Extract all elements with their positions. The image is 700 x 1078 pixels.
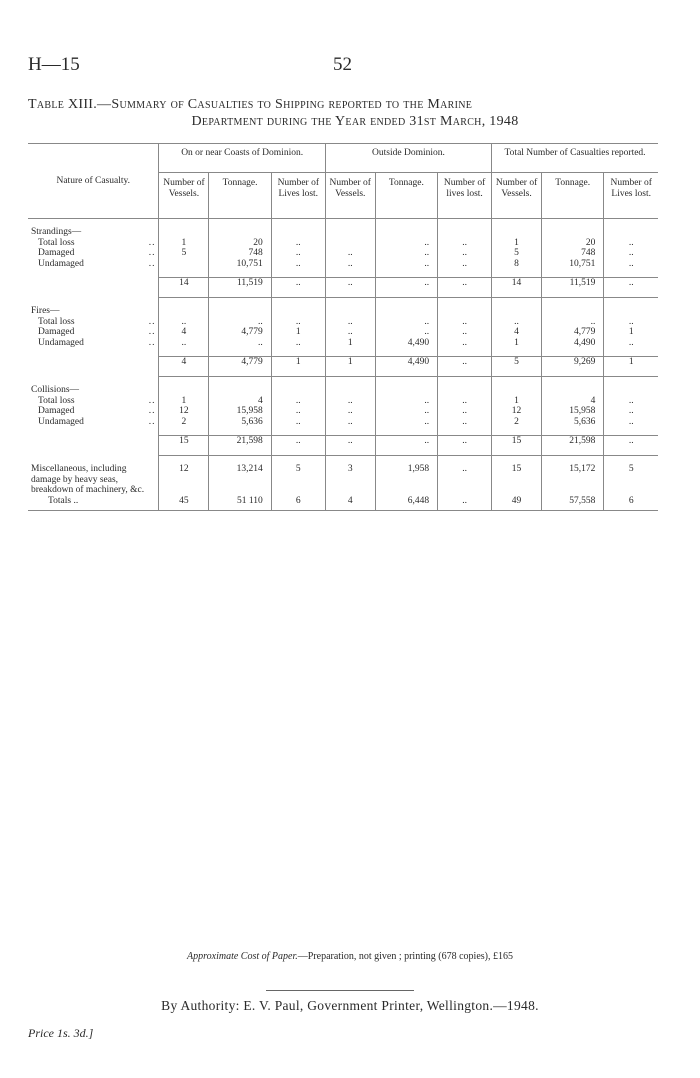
table-cell: 1 [492, 396, 542, 407]
table-cell: 4 [159, 327, 209, 338]
table-cell: 3 [325, 464, 375, 496]
table-row [28, 238, 658, 249]
row-label-text: Damaged [38, 248, 75, 258]
table-cell: .. [492, 317, 542, 328]
totals-label: Totals .. [48, 495, 79, 506]
table-cell: 5 [604, 464, 658, 496]
table-cell: .. [375, 248, 437, 259]
col-header: Number of Lives lost. [604, 173, 658, 219]
row-label-text: Total loss [38, 395, 75, 406]
table-cell: .. [271, 317, 325, 328]
leader-dots: .. [148, 316, 156, 327]
table-cell: .. [375, 417, 437, 428]
table-cell: 1 [604, 327, 658, 338]
table-cell: 4 [159, 357, 209, 377]
table-cell: .. [209, 317, 271, 328]
casualties-table [28, 143, 658, 511]
table-cell: 5 [492, 357, 542, 377]
table-cell: .. [438, 396, 492, 407]
table-cell: .. [325, 406, 375, 417]
table-cell: .. [159, 338, 209, 349]
leader-dots: .. [148, 337, 156, 348]
row-label-text: Undamaged [38, 337, 84, 348]
cost-label: Approximate Cost of Paper. [187, 951, 298, 962]
table-cell: 4 [492, 327, 542, 338]
table-cell: .. [438, 248, 492, 259]
table-row [28, 259, 658, 270]
table-cell: 49 [492, 496, 542, 511]
table-cell: 4 [325, 496, 375, 511]
table-cell: 5 [159, 248, 209, 259]
table-cell: .. [271, 248, 325, 259]
table-title [28, 96, 682, 130]
page-number: 52 [333, 54, 352, 75]
table-cell: .. [271, 406, 325, 417]
table-cell: .. [604, 436, 658, 456]
table-cell: 15 [492, 436, 542, 456]
row-label [28, 417, 159, 428]
row-label-text: Total loss [38, 316, 75, 327]
table-cell: 11,519 [542, 278, 604, 298]
table-cell: .. [604, 406, 658, 417]
table-cell: .. [604, 248, 658, 259]
table-cell: .. [325, 417, 375, 428]
table-cell: .. [438, 436, 492, 456]
table-cell: .. [375, 259, 437, 270]
col-header: Number of Vessels. [492, 173, 542, 219]
table-row [28, 327, 658, 338]
table-cell: .. [375, 406, 437, 417]
table-cell: 4 [209, 396, 271, 407]
table-cell: 5 [492, 248, 542, 259]
subtotal-row [28, 436, 658, 456]
table-cell: .. [271, 278, 325, 298]
nature-of-casualty-header: Nature of Casualty. [28, 144, 159, 219]
table-cell: 1 [325, 338, 375, 349]
table-cell: .. [604, 417, 658, 428]
table-cell: .. [438, 259, 492, 270]
leader-dots: .. [148, 395, 156, 406]
col-header: Tonnage. [209, 173, 271, 219]
col-header: Tonnage. [375, 173, 437, 219]
table-cell: .. [542, 317, 604, 328]
table-cell: 748 [209, 248, 271, 259]
section-title: Fires— [31, 306, 60, 316]
table-cell: 1,958 [375, 464, 437, 496]
table-cell: 2 [492, 417, 542, 428]
table-cell: 11,519 [209, 278, 271, 298]
table-cell [159, 259, 209, 270]
group-header-total: Total Number of Casualties reported. [492, 144, 658, 173]
table-row [28, 406, 658, 417]
table-cell: 9,269 [542, 357, 604, 377]
leader-dots: .. [148, 416, 156, 427]
table-cell: 1 [492, 338, 542, 349]
table-cell: 4,779 [209, 357, 271, 377]
table-cell: 1 [271, 327, 325, 338]
group-header-coasts: On or near Coasts of Dominion. [159, 144, 325, 173]
table-cell: .. [375, 317, 437, 328]
table-cell: .. [271, 338, 325, 349]
row-label-text: Miscellaneous, including damage by heavy seas, breakdown of machinery, &c. [31, 464, 145, 495]
table-cell: 21,598 [542, 436, 604, 456]
table-cell: .. [604, 396, 658, 407]
table-cell: .. [271, 259, 325, 270]
table-cell: 15,172 [542, 464, 604, 496]
row-label [28, 248, 159, 259]
section-title: Strandings— [31, 227, 82, 237]
table-cell: .. [325, 278, 375, 298]
row-label-text: Undamaged [38, 416, 84, 427]
table-cell: .. [325, 327, 375, 338]
table-cell: 15 [159, 436, 209, 456]
table-cell: .. [604, 278, 658, 298]
table-cell: 6 [271, 496, 325, 511]
table-cell: .. [375, 327, 437, 338]
table-cell: 2 [159, 417, 209, 428]
table-cell: 21,598 [209, 436, 271, 456]
table-cell: 14 [159, 278, 209, 298]
table-row [28, 417, 658, 428]
table-cell: .. [325, 317, 375, 328]
leader-dots: .. [148, 237, 156, 248]
col-header: Tonnage. [542, 173, 604, 219]
table-cell: 4,779 [542, 327, 604, 338]
footer-rule [266, 990, 414, 991]
row-label [28, 259, 159, 270]
table-cell: .. [438, 357, 492, 377]
table-cell: 12 [159, 406, 209, 417]
table-cell: 4,490 [375, 338, 437, 349]
table-cell: .. [438, 238, 492, 249]
table-cell: .. [375, 278, 437, 298]
table-cell [325, 238, 375, 249]
misc-row [28, 464, 658, 496]
table-cell: 5,636 [542, 417, 604, 428]
table-cell: 4 [542, 396, 604, 407]
table-row [28, 396, 658, 407]
table-cell: 4,779 [209, 327, 271, 338]
table-cell: .. [438, 327, 492, 338]
header-code: H—15 [28, 54, 80, 75]
section-title: Collisions— [31, 385, 80, 395]
table-cell: .. [438, 417, 492, 428]
table-cell: 8 [492, 259, 542, 270]
table-cell: 6,448 [375, 496, 437, 511]
table-cell: 45 [159, 496, 209, 511]
table-cell: 1 [325, 357, 375, 377]
row-label [28, 406, 159, 417]
table-cell: .. [438, 464, 492, 496]
col-header: Number of lives lost. [438, 173, 492, 219]
table-cell: 1 [159, 238, 209, 249]
title-line-1: Table XIII.—Summary of Casualties to Shipping reported to the Marine [28, 97, 473, 112]
col-header: Number of Vessels. [325, 173, 375, 219]
table-cell: .. [438, 338, 492, 349]
subtotal-row [28, 357, 658, 377]
row-label-text: Undamaged [38, 258, 84, 269]
table-cell: .. [209, 338, 271, 349]
row-label [28, 396, 159, 407]
table-cell: 6 [604, 496, 658, 511]
row-label-text: Damaged [38, 406, 75, 416]
cost-text: —Preparation, not given ; printing (678 copies), £165 [297, 951, 513, 962]
leader-dots: .. [148, 327, 156, 337]
table-cell: 14 [492, 278, 542, 298]
table-cell: 5 [271, 464, 325, 496]
row-label [28, 238, 159, 249]
totals-row [28, 496, 658, 511]
table-cell: 10,751 [209, 259, 271, 270]
table-cell: .. [325, 396, 375, 407]
table-cell: 13,214 [209, 464, 271, 496]
blank-label [28, 278, 159, 298]
price-note: Price 1s. 3d.] [28, 1026, 94, 1040]
subtotal-row [28, 278, 658, 298]
table-cell: .. [604, 259, 658, 270]
table-cell: .. [375, 238, 437, 249]
table-cell: .. [604, 338, 658, 349]
group-header-outside: Outside Dominion. [325, 144, 491, 173]
table-cell: 1 [604, 357, 658, 377]
table-cell: .. [375, 396, 437, 407]
table-cell: 5,636 [209, 417, 271, 428]
row-label [28, 317, 159, 328]
col-header: Number of Lives lost. [271, 173, 325, 219]
table-cell: 10,751 [542, 259, 604, 270]
table-cell: 1 [159, 396, 209, 407]
blank-label [28, 357, 159, 377]
blank-label [28, 436, 159, 456]
table-cell: 12 [159, 464, 209, 496]
table-cell: 57,558 [542, 496, 604, 511]
title-line-2: Department during the Year ended 31st March, 1948 [191, 114, 519, 129]
row-label [28, 327, 159, 338]
cost-footnote [0, 951, 700, 962]
table-cell: .. [271, 436, 325, 456]
leader-dots: .. [148, 258, 156, 269]
table-cell: .. [271, 417, 325, 428]
table-cell: .. [438, 278, 492, 298]
row-label-text: Damaged [38, 327, 75, 337]
table-cell: .. [325, 436, 375, 456]
table-cell: 1 [271, 357, 325, 377]
row-label-text: Total loss [38, 237, 75, 248]
table-cell: .. [271, 238, 325, 249]
table-cell: 748 [542, 248, 604, 259]
table-cell: 4,490 [375, 357, 437, 377]
table-row [28, 338, 658, 349]
table-cell: .. [438, 496, 492, 511]
table-cell: .. [604, 317, 658, 328]
table-cell: 4,490 [542, 338, 604, 349]
table-cell: .. [325, 248, 375, 259]
row-label [28, 338, 159, 349]
table-cell: 15,958 [542, 406, 604, 417]
leader-dots: .. [148, 406, 156, 416]
table-cell: 51 110 [209, 496, 271, 511]
table-cell: 15 [492, 464, 542, 496]
table-row [28, 248, 658, 259]
table-cell: 15,958 [209, 406, 271, 417]
table-cell: 12 [492, 406, 542, 417]
table-cell: 1 [492, 238, 542, 249]
table-cell: 20 [542, 238, 604, 249]
table-cell: .. [159, 317, 209, 328]
leader-dots: .. [148, 248, 156, 258]
table-cell: .. [438, 317, 492, 328]
table-cell: .. [271, 396, 325, 407]
table-cell: .. [325, 259, 375, 270]
table-row [28, 317, 658, 328]
table-cell: .. [604, 238, 658, 249]
table-cell: .. [438, 406, 492, 417]
authority-line: By Authority: E. V. Paul, Government Printer, Wellington.—1948. [161, 998, 539, 1013]
table-cell: .. [375, 436, 437, 456]
table-cell: 20 [209, 238, 271, 249]
col-header: Number of Vessels. [159, 173, 209, 219]
